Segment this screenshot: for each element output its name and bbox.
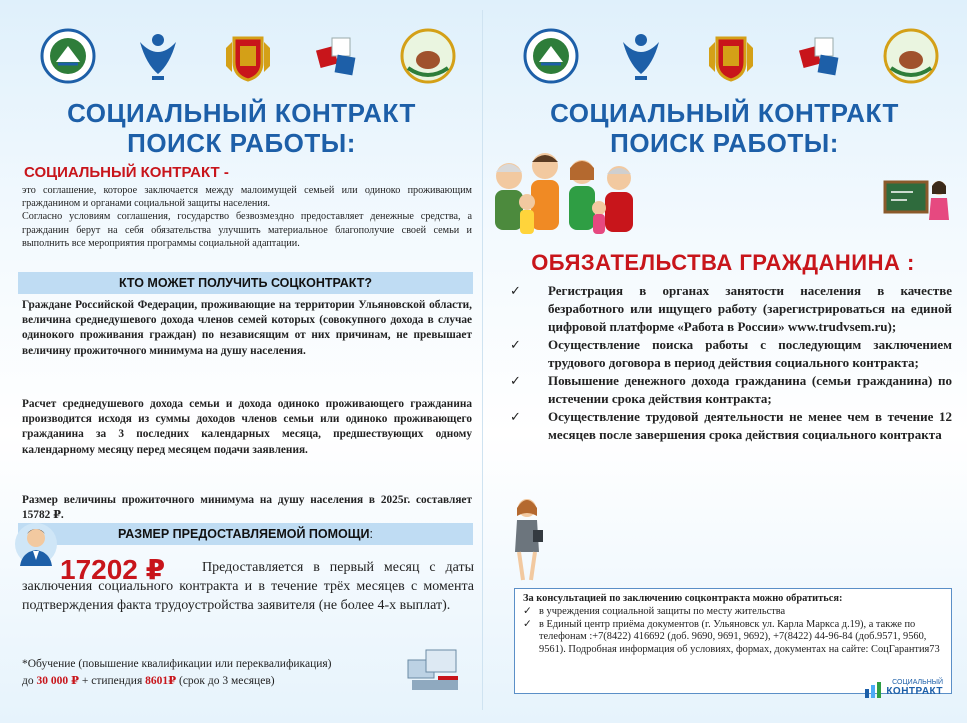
definition-paragraph-1: это соглашение, которое заключается между малоимущей семьей или одиноко проживающим гражданином и органами социальной защиты населения. — [22, 185, 472, 210]
check-icon: ✓ — [510, 337, 521, 352]
obligation-item — [508, 372, 952, 408]
consultation-title: За консультацией по заключению соцконтракта можно обратиться: — [523, 593, 843, 604]
training-pre: до — [22, 675, 37, 687]
social-contract-brand — [886, 679, 943, 697]
left-panel — [0, 0, 483, 723]
agriculture-logo — [883, 28, 939, 84]
consultation-text: в Единый центр приёма документов (г. Ульяновск ул. Карла Маркса д.19), а также по телефонам :+7(8422) 416692 (доб. 9690, 9691, 9692), +7(8422) 44-96-84 (доб.9571, 9560, 9561). Подробная информация об условиях, формах, документах на сайте: СоцГарантия73 — [539, 618, 940, 656]
check-icon: ✓ — [510, 373, 521, 388]
cubes-logo — [793, 28, 849, 84]
obligation-item — [508, 282, 952, 336]
obligation-text: Повышение денежного дохода гражданина (семьи гражданина) по истечении срока действия контракта; — [548, 373, 952, 406]
amount-description: Предоставляется в первый месяц с даты заключения социального контракта и в течение трёх месяцев с момента подтверждения факта трудоустройства заявителя (не более 4-х выплат). — [22, 560, 474, 613]
obligation-item — [508, 336, 952, 372]
logo-row — [40, 28, 460, 88]
ulyanovsk-employment-logo — [40, 28, 96, 84]
definition-text — [22, 184, 472, 250]
training-post: (срок до 3 месяцев) — [176, 675, 275, 687]
training-stipend: 8601₽ — [145, 675, 177, 687]
training-line-2 — [22, 673, 412, 690]
consultation-item — [523, 619, 943, 657]
definition-heading: СОЦИАЛЬНЫЙ КОНТРАКТ - — [24, 164, 229, 181]
who-heading-band: КТО МОЖЕТ ПОЛУЧИТЬ СОЦКОНТРАКТ? — [18, 272, 473, 294]
check-icon: ✓ — [523, 605, 532, 617]
social-protection-logo — [613, 28, 669, 84]
amount-heading-label: РАЗМЕР ПРЕДОСТАВЛЯЕМОЙ ПОМОЩИ — [118, 527, 370, 541]
ulyanovsk-coat-of-arms — [703, 28, 759, 84]
training-note — [22, 656, 412, 690]
obligation-text: Регистрация в органах занятости населения в качестве безработного или ищущего работу (зарегистрироваться на единой цифровой платформе «Работа в России» www.trudvsem.ru); — [548, 283, 952, 334]
obligations-title: ОБЯЗАТЕЛЬСТВА ГРАЖДАНИНА : — [531, 250, 915, 275]
amount-value: 17202 ₽ — [60, 554, 166, 585]
amount-heading-colon: : — [369, 527, 373, 541]
definition-paragraph-2: Согласно условиям соглашения, государство безвозмездно предоставляет денежные средства, а гражданин берут на себя обязательства улучшить материальное благополучие своей семьи и выполнить все мероприятия программы социальной адаптации. — [22, 211, 472, 249]
logo-row-right — [523, 28, 943, 88]
consultation-list — [523, 606, 943, 657]
check-icon: ✓ — [523, 618, 532, 630]
training-mid: + стипендия — [79, 675, 146, 687]
teacher-board-icon — [883, 176, 955, 226]
right-panel — [483, 0, 967, 723]
who-paragraph-3: Размер величины прожиточного минимума на душу населения в 2025г. составляет 15782 ₽. — [22, 494, 472, 522]
training-line-1: *Обучение (повышение квалификации или переквалификация) — [22, 658, 332, 670]
obligation-item — [508, 408, 952, 444]
agriculture-logo — [400, 28, 456, 84]
social-protection-logo — [130, 28, 186, 84]
consultation-text: в учреждения социальной защиты по месту жительства — [539, 605, 786, 617]
training-amount: 30 000 ₽ — [36, 675, 79, 687]
amount-heading-band — [18, 523, 473, 545]
brand-main-text: КОНТРАКТ — [886, 686, 943, 697]
check-icon: ✓ — [510, 283, 521, 298]
who-paragraph-2: Расчет среднедушевого дохода семьи и дохода одиноко проживающего гражданина производится исходя из суммы доходов членов семьи или одиноко проживающего гражданина за 3 последних календарных месяца, предшествующих одному календарному месяцу перед месяцем подачи заявления. — [22, 398, 472, 456]
page-title-line1-right: СОЦИАЛЬНЫЙ КОНТРАКТ — [550, 98, 899, 128]
consultation-item — [523, 606, 943, 619]
family-illustration-icon — [487, 150, 657, 242]
brand-top-text: СОЦИАЛЬНЫЙ — [892, 679, 943, 686]
check-icon: ✓ — [510, 409, 521, 424]
computers-illustration-icon — [404, 640, 466, 696]
who-paragraph-1: Граждане Российской Федерации, проживающие на территории Ульяновской области, величина среднедушевого дохода членов семей которых (совокупного дохода в случае одинокого проживания граждан) по независящим от них причинам, не превышает величину прожиточного минимума на душу населения. — [22, 299, 472, 357]
obligation-text: Осуществление поиска работы с последующим заключением трудового договора в период действия социального контракта; — [548, 337, 952, 370]
page-title-line2: ПОИСК РАБОТЫ: — [127, 128, 356, 158]
ulyanovsk-employment-logo — [523, 28, 579, 84]
ulyanovsk-coat-of-arms — [220, 28, 276, 84]
brand-logo-icon — [864, 681, 882, 699]
cubes-logo — [310, 28, 366, 84]
page-title-line2-right: ПОИСК РАБОТЫ: — [610, 128, 839, 158]
businesswoman-icon — [505, 496, 549, 582]
obligations-list — [508, 282, 952, 444]
obligation-text: Осуществление трудовой деятельности не менее чем в течение 12 месяцев после завершения срока действия социального контракта — [548, 409, 952, 442]
page-title-line1: СОЦИАЛЬНЫЙ КОНТРАКТ — [67, 98, 416, 128]
